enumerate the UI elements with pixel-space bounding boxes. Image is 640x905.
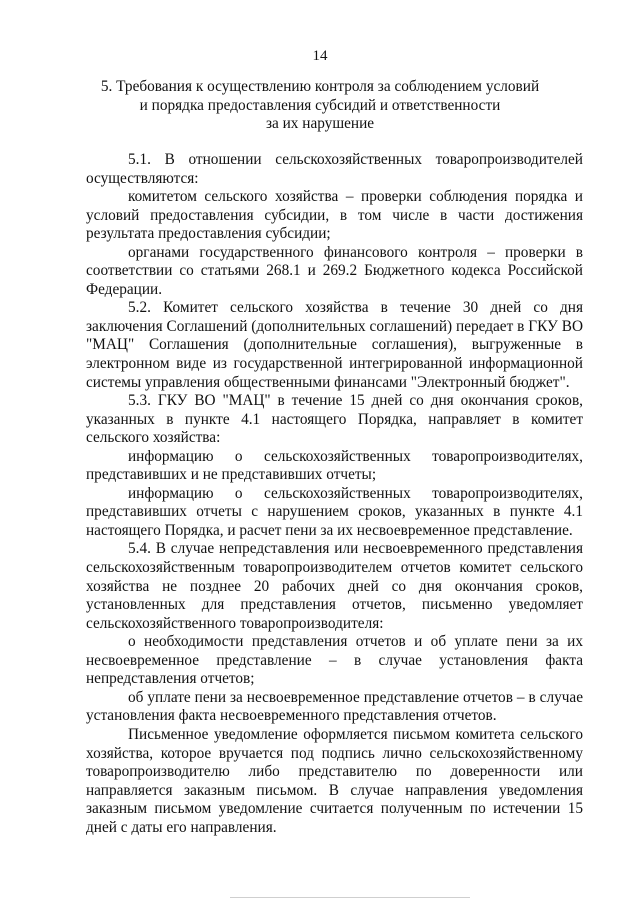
heading-line-3: за их нарушение bbox=[265, 115, 375, 132]
document-body bbox=[86, 151, 583, 837]
heading-line-1: 5. Требования к осуществлению контроля за соблюдением условий bbox=[100, 78, 540, 95]
paragraph-5-4-nonsubmission: о необходимости представления отчетов и об уплате пени за их несвоевременное представление – в случае установления факта непредставления отчетов; bbox=[86, 633, 583, 688]
paragraph-5-3-info-late: информацию о сельскохозяйственных товаропроизводителях, представивших отчеты с нарушением сроков, указанных в пункте 4.1 настоящего Порядка, и расчет пени за их несвоевременное представление. bbox=[86, 484, 583, 539]
scan-edge-line bbox=[230, 897, 470, 898]
paragraph-5-4-late-submission: об уплате пени за несвоевременное представление отчетов – в случае установления факта несвоевременного представления отчетов. bbox=[86, 688, 583, 725]
paragraph-5-3: 5.3. ГКУ ВО "МАЦ" в течение 15 дней со дня окончания сроков, указанных в пункте 4.1 настоящего Порядка, направляет в комитет сельского хозяйства: bbox=[86, 392, 583, 447]
paragraph-5-1-financial-control: органами государственного финансового контроля – проверки в соответствии со статьями 268.1 и 269.2 Бюджетного кодекса Российской Федерации. bbox=[86, 243, 583, 298]
heading-line-2: и порядка предоставления субсидий и ответственности bbox=[139, 96, 501, 114]
paragraph-5-1-committee: комитетом сельского хозяйства – проверки соблюдения порядка и условий предоставления субсидии, в том числе в части достижения результата предоставления субсидии; bbox=[86, 188, 583, 243]
section-heading bbox=[60, 78, 580, 134]
paragraph-5-1: 5.1. В отношении сельскохозяйственных товаропроизводителей осуществляются: bbox=[86, 151, 583, 187]
paragraph-5-3-info-submitted: информацию о сельскохозяйственных товаропроизводителях, представивших и не представивших отчеты; bbox=[86, 447, 583, 484]
paragraph-5-2: 5.2. Комитет сельского хозяйства в течение 30 дней со дня заключения Соглашений (дополнительных соглашений) передает в ГКУ ВО "МАЦ" Соглашения (дополнительные соглашения), выгруженные в электронном виде из государственной интегрированной информационной системы управления общественными финансами "Электронный бюджет". bbox=[86, 299, 583, 391]
paragraph-written-notice: Письменное уведомление оформляется письмом комитета сельского хозяйства, которое вручается под подпись лично сельскохозяйственному товаропроизводителю либо представителю по доверенности или направляется заказным письмом. В случае направления уведомления заказным письмом уведомление считается полученным по истечении 15 дней с даты его направления. bbox=[86, 725, 583, 836]
page-number: 14 bbox=[312, 48, 328, 64]
paragraph-5-4: 5.4. В случае непредставления или несвоевременного представления сельскохозяйственным товаропроизводителем отчетов комитет сельского хозяйства не позднее 20 рабочих дней со дня окончания сроков, установленных для представления отчетов, письменно уведомляет сельскохозяйственного товаропроизводителя: bbox=[86, 540, 583, 632]
